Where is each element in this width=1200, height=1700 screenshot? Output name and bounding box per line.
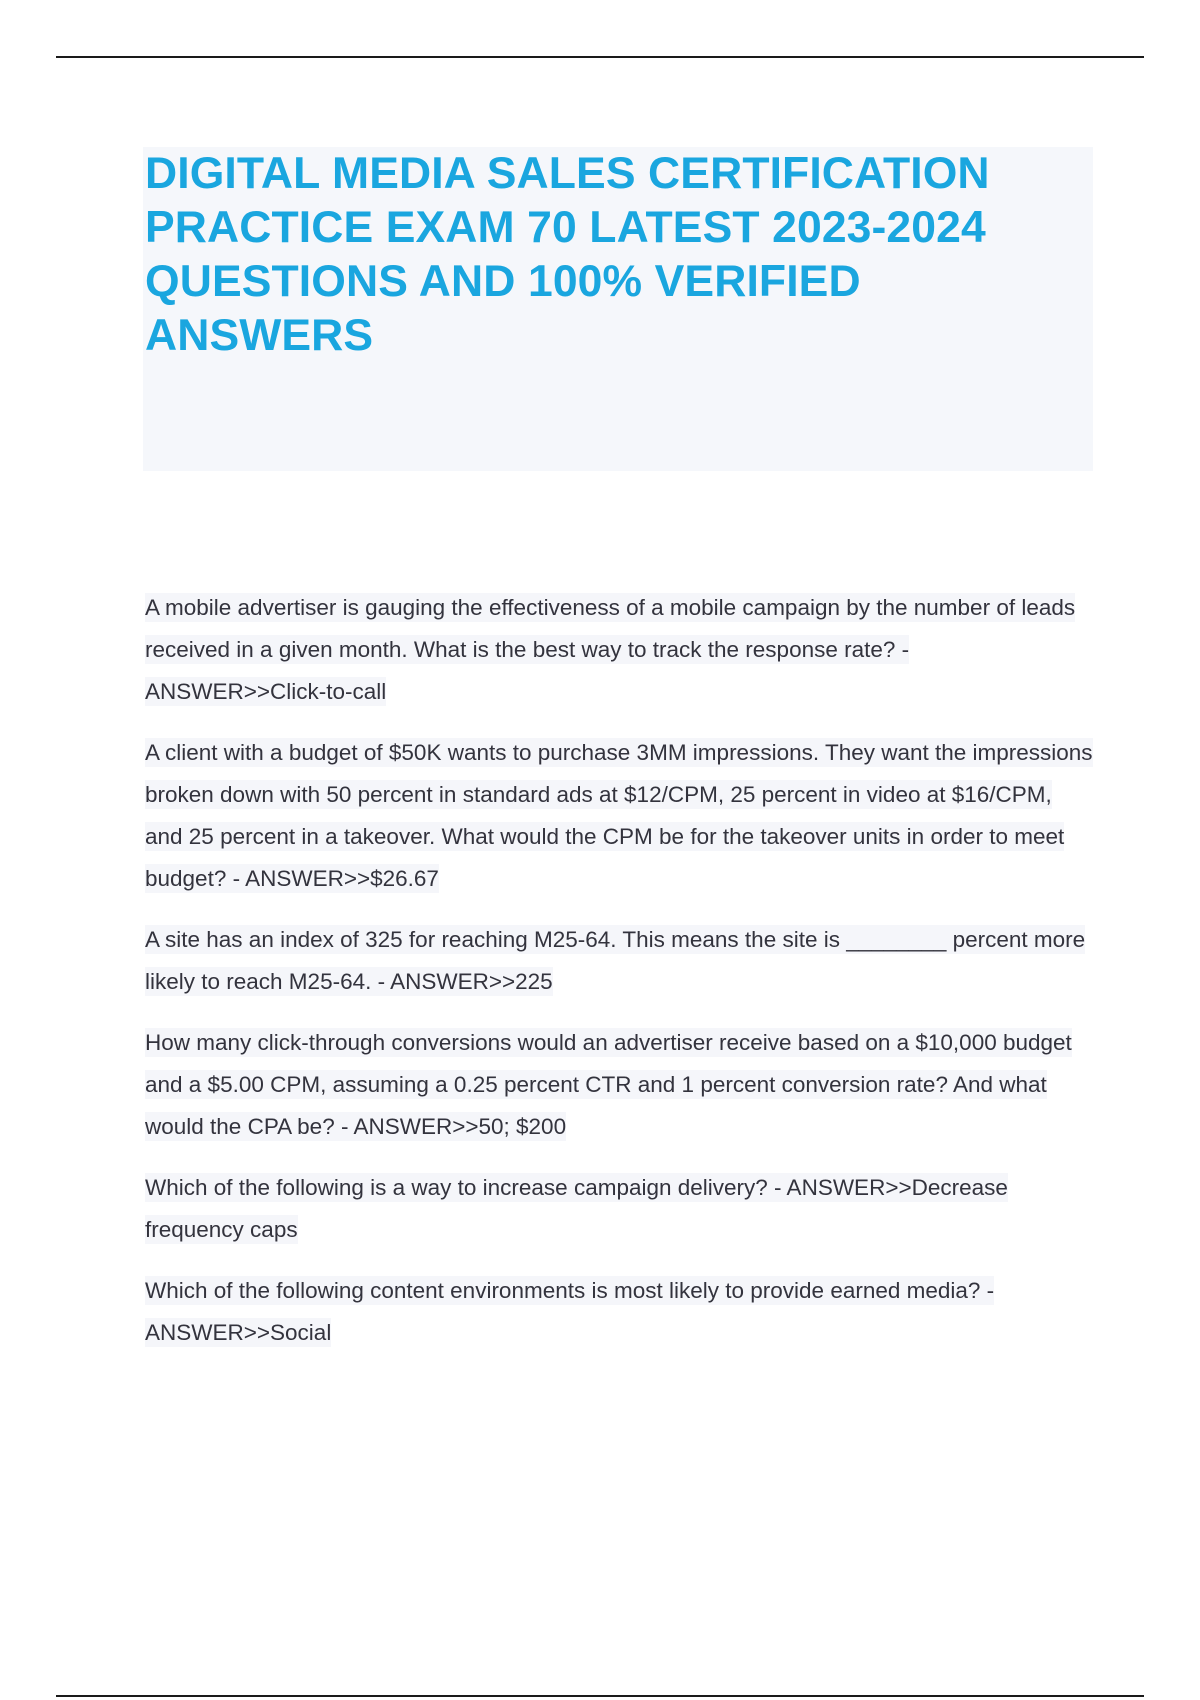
top-divider (56, 56, 1144, 58)
qa-text: How many click-through conversions would an advertiser receive based on a $10,000 budget and a $5.00 CPM, assuming a 0.25 percent CTR and 1 percent conversion rate? And what would the CPA be? - ANSWER>>50; $200 (145, 1030, 1072, 1139)
qa-text: A client with a budget of $50K wants to purchase 3MM impressions. They want the impressions broken down with 50 percent in standard ads at $12/CPM, 25 percent in video at $16/CPM, and 25 percent in a takeover. What would the CPM be for the takeover units in order to meet budget? - ANSWER>>$26.67 (145, 740, 1093, 891)
qa-item (145, 919, 1095, 1003)
qa-text: A mobile advertiser is gauging the effectiveness of a mobile campaign by the number of leads received in a given month. What is the best way to track the response rate? - ANSWER>>Click-to-call (145, 595, 1076, 704)
title-banner (143, 147, 1093, 471)
qa-item (145, 587, 1095, 713)
document-title: DIGITAL MEDIA SALES CERTIFICATION PRACTICE EXAM 70 LATEST 2023-2024 QUESTIONS AND 100% VERIFIED ANSWERS (145, 149, 990, 360)
qa-text: Which of the following is a way to increase campaign delivery? - ANSWER>>Decrease frequency caps (145, 1175, 1008, 1242)
qa-item (145, 1270, 1095, 1354)
qa-item (145, 1022, 1095, 1148)
qa-item (145, 1167, 1095, 1251)
qa-text: A site has an index of 325 for reaching M25-64. This means the site is ________ percent more likely to reach M25-64. - ANSWER>>225 (145, 927, 1086, 994)
qa-text: Which of the following content environments is most likely to provide earned media? - ANSWER>>Social (145, 1278, 995, 1345)
question-list (145, 587, 1095, 1373)
bottom-divider (56, 1695, 1144, 1697)
qa-item (145, 732, 1095, 900)
